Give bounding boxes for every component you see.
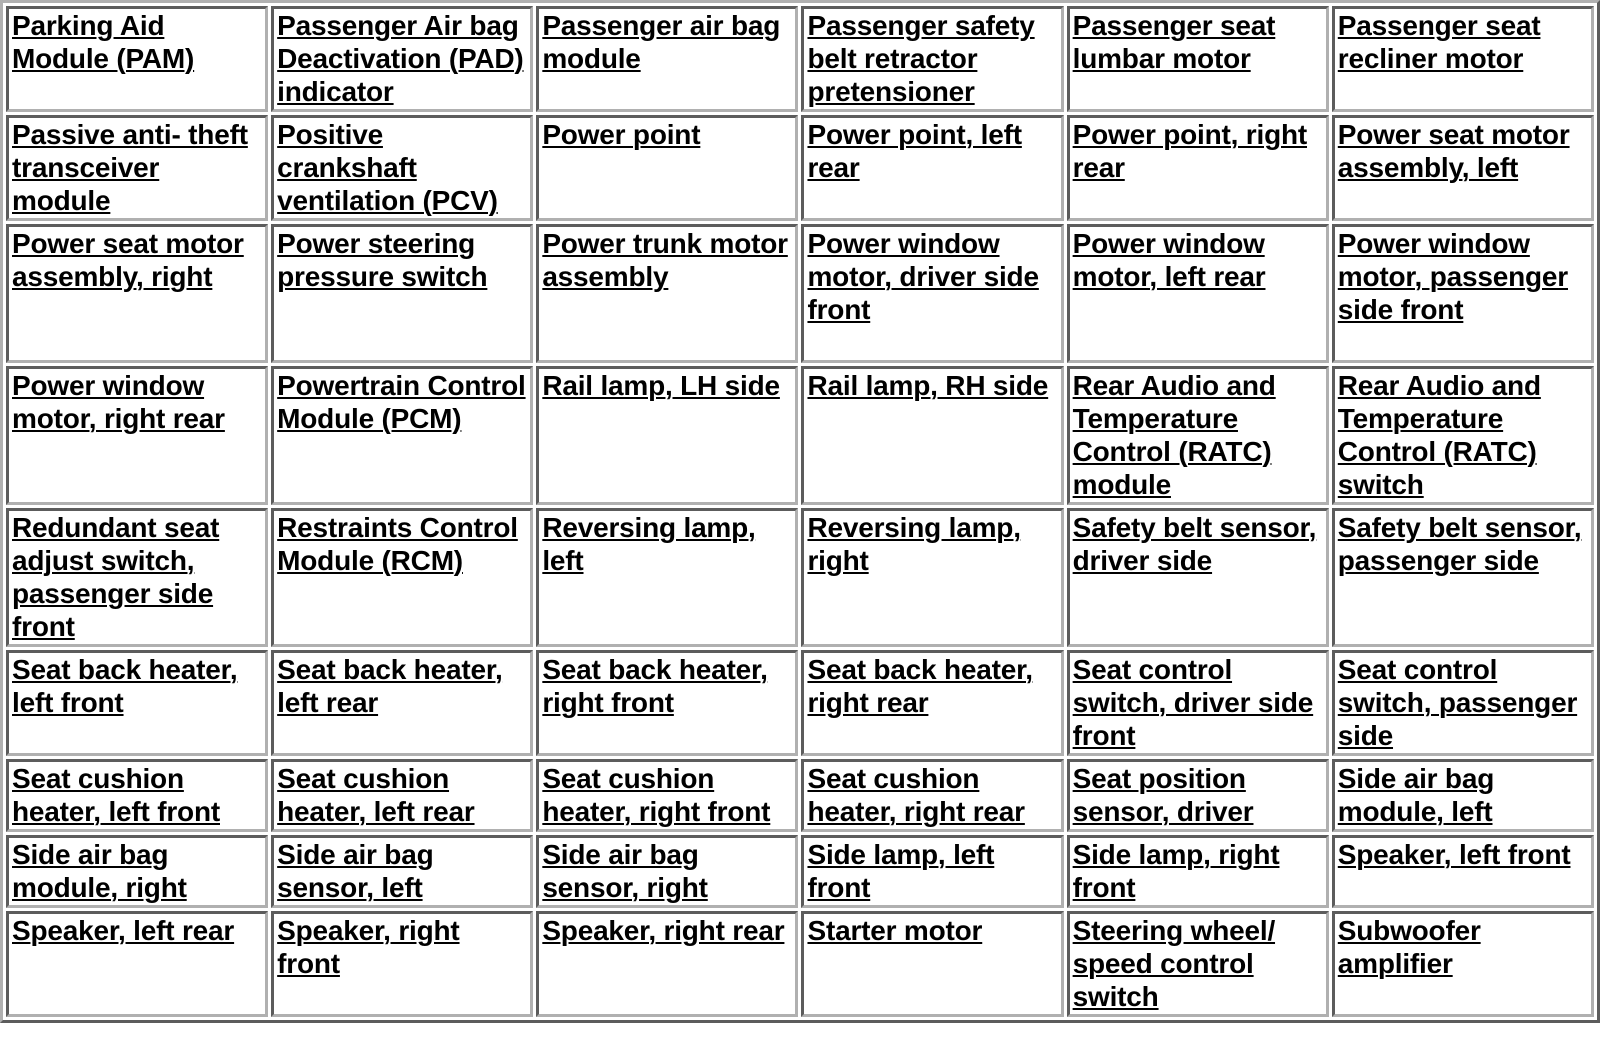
component-link[interactable]: Passive anti- theft transceiver module (12, 119, 248, 216)
table-cell (536, 224, 798, 363)
component-link[interactable]: Redundant seat adjust switch, passenger side front (12, 512, 220, 642)
table-cell (1067, 759, 1329, 832)
table-cell (536, 508, 798, 647)
table-cell (1332, 508, 1594, 647)
table-cell (1067, 366, 1329, 505)
table-cell (271, 508, 533, 647)
component-link[interactable]: Power point (542, 119, 701, 150)
table-cell (1067, 6, 1329, 112)
component-link[interactable]: Passenger seat lumbar motor (1072, 10, 1276, 74)
component-link[interactable]: Speaker, right front (277, 915, 460, 979)
component-link[interactable]: Rail lamp, LH side (542, 370, 780, 401)
table-cell (1067, 650, 1329, 756)
table-cell (271, 115, 533, 221)
component-link[interactable]: Rail lamp, RH side (807, 370, 1049, 401)
table-cell (801, 835, 1063, 908)
component-link[interactable]: Seat back heater, right rear (807, 654, 1033, 718)
component-link[interactable]: Rear Audio and Temperature Control (RATC) switch (1337, 370, 1541, 500)
component-link[interactable]: Power window motor, left rear (1072, 228, 1266, 292)
table-row (6, 366, 1594, 505)
component-link[interactable]: Power window motor, driver side front (807, 228, 1039, 325)
component-link[interactable]: Passenger air bag module (542, 10, 781, 74)
component-link[interactable]: Seat position sensor, driver (1072, 763, 1254, 827)
component-link[interactable]: Power window motor, right rear (12, 370, 225, 434)
component-link[interactable]: Side lamp, left front (807, 839, 995, 903)
table-cell (1332, 366, 1594, 505)
table-cell (1067, 224, 1329, 363)
component-link[interactable]: Side air bag module, right (12, 839, 187, 903)
table-row (6, 650, 1594, 756)
component-link[interactable]: Positive crankshaft ventilation (PCV) (277, 119, 498, 216)
table-cell (6, 835, 268, 908)
component-link[interactable]: Seat control switch, driver side front (1072, 654, 1314, 751)
table-cell (271, 224, 533, 363)
table-cell (6, 650, 268, 756)
table-cell (801, 759, 1063, 832)
table-cell (801, 508, 1063, 647)
table-cell (1067, 835, 1329, 908)
table-row (6, 759, 1594, 832)
table-row (6, 508, 1594, 647)
component-link[interactable]: Speaker, left rear (12, 915, 235, 946)
table-cell (6, 366, 268, 505)
table-cell (801, 366, 1063, 505)
component-link[interactable]: Parking Aid Module (PAM) (12, 10, 195, 74)
component-link[interactable]: Powertrain Control Module (PCM) (277, 370, 526, 434)
table-cell (1332, 224, 1594, 363)
table-cell (1332, 835, 1594, 908)
component-link[interactable]: Restraints Control Module (RCM) (277, 512, 518, 576)
table-cell (1067, 508, 1329, 647)
table-row (6, 115, 1594, 221)
table-cell (6, 508, 268, 647)
component-link[interactable]: Seat control switch, passenger side (1337, 654, 1578, 751)
table-cell (801, 115, 1063, 221)
table-cell (271, 650, 533, 756)
table-cell (6, 6, 268, 112)
table-cell (536, 835, 798, 908)
component-link[interactable]: Safety belt sensor, driver side (1072, 512, 1317, 576)
table-cell (536, 911, 798, 1017)
table-cell (271, 366, 533, 505)
table-row (6, 835, 1594, 908)
component-link[interactable]: Reversing lamp, left (542, 512, 756, 576)
component-link[interactable]: Power trunk motor assembly (542, 228, 788, 292)
table-cell (271, 759, 533, 832)
component-link[interactable]: Subwoofer amplifier (1337, 915, 1481, 979)
component-link[interactable]: Power point, right rear (1072, 119, 1308, 183)
component-link[interactable]: Power window motor, passenger side front (1337, 228, 1568, 325)
table-cell (6, 759, 268, 832)
table-cell (271, 835, 533, 908)
component-link[interactable]: Passenger safety belt retractor pretensioner (807, 10, 1035, 107)
component-link[interactable]: Power point, left rear (807, 119, 1022, 183)
component-link[interactable]: Seat cushion heater, right rear (807, 763, 1025, 827)
table-cell (1332, 911, 1594, 1017)
table-cell (801, 6, 1063, 112)
component-link[interactable]: Passenger Air bag Deactivation (PAD) indicator (277, 10, 524, 107)
component-link[interactable]: Rear Audio and Temperature Control (RATC) module (1072, 370, 1276, 500)
component-link[interactable]: Steering wheel/ speed control switch (1072, 915, 1276, 1012)
component-link[interactable]: Seat cushion heater, right front (542, 763, 771, 827)
component-link[interactable]: Power seat motor assembly, right (12, 228, 244, 292)
component-link[interactable]: Seat back heater, right front (542, 654, 768, 718)
table-cell (801, 911, 1063, 1017)
component-link[interactable]: Side air bag module, left (1337, 763, 1495, 827)
table-cell (536, 366, 798, 505)
component-link[interactable]: Seat cushion heater, left front (12, 763, 220, 827)
table-cell (6, 911, 268, 1017)
table-cell (1332, 650, 1594, 756)
table-cell (1332, 759, 1594, 832)
component-link[interactable]: Reversing lamp, right (807, 512, 1021, 576)
component-link[interactable]: Seat back heater, left rear (277, 654, 503, 718)
component-link[interactable]: Side air bag sensor, left (277, 839, 434, 903)
table-cell (1332, 115, 1594, 221)
table-row (6, 911, 1594, 1017)
component-link[interactable]: Speaker, right rear (542, 915, 785, 946)
component-link[interactable]: Power seat motor assembly, left (1337, 119, 1570, 183)
component-link[interactable]: Starter motor (807, 915, 983, 946)
component-link[interactable]: Power steering pressure switch (277, 228, 488, 292)
table-row (6, 6, 1594, 112)
table-cell (6, 115, 268, 221)
component-link[interactable]: Seat cushion heater, left rear (277, 763, 475, 827)
table-cell (536, 115, 798, 221)
component-link[interactable]: Side lamp, right front (1072, 839, 1280, 903)
component-link[interactable]: Passenger seat recliner motor (1337, 10, 1541, 74)
table-cell (1332, 6, 1594, 112)
table-cell (1067, 911, 1329, 1017)
component-link[interactable]: Speaker, left front (1337, 839, 1571, 870)
table-cell (536, 759, 798, 832)
component-index-body (6, 6, 1594, 1017)
table-cell (801, 224, 1063, 363)
component-link[interactable]: Side air bag sensor, right (542, 839, 708, 903)
table-cell (1067, 115, 1329, 221)
component-link[interactable]: Seat back heater, left front (12, 654, 238, 718)
table-cell (801, 650, 1063, 756)
component-link[interactable]: Safety belt sensor, passenger side (1337, 512, 1582, 576)
table-cell (6, 224, 268, 363)
table-cell (536, 6, 798, 112)
table-cell (536, 650, 798, 756)
table-cell (271, 6, 533, 112)
table-row (6, 224, 1594, 363)
table-cell (271, 911, 533, 1017)
